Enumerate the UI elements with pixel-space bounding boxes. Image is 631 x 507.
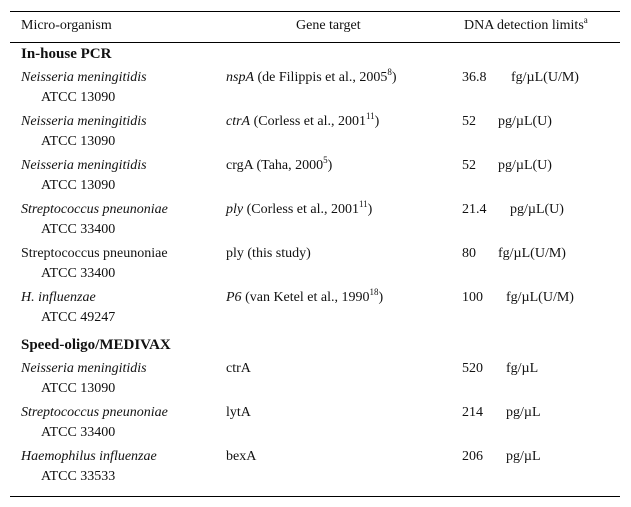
gene-ref: (Taha, 2000 (252, 158, 324, 173)
organism-name: Streptococcus pneunoniae (21, 202, 168, 217)
strain-id: ATCC 33400 (41, 266, 116, 281)
table-row (10, 199, 620, 246)
gene-target: bexA (226, 449, 257, 464)
gene-ref: (Corless et al., 2001 (243, 202, 359, 217)
gene-target: ctrA (226, 361, 251, 376)
table-row (10, 405, 620, 449)
header-gene-target: Gene target (296, 18, 361, 33)
gene-name: P6 (226, 290, 242, 305)
header-detection-limits-text: DNA detection limits (464, 18, 584, 33)
ref-number: 18 (369, 287, 379, 297)
gene-name: ply (226, 246, 244, 261)
gene-target (226, 246, 311, 262)
gene-ref: (de Filippis et al., 2005 (254, 70, 388, 85)
strain-id: ATCC 33400 (41, 425, 116, 440)
section-title-speed-oligo: Speed-oligo/MEDIVAX (21, 337, 171, 353)
gene-name: crgA (226, 158, 253, 173)
organism-name: H. influenzae (21, 290, 96, 305)
detection-value: 21.4 (462, 202, 487, 217)
detection-value: 100 (462, 290, 483, 305)
header-organism: Micro-organism (21, 18, 112, 33)
detection-value: 80 (462, 246, 476, 261)
table-row (10, 246, 620, 290)
detection-unit: fg/µL(U/M) (511, 70, 579, 85)
gene-target (226, 111, 380, 130)
gene-name: ctrA (226, 114, 251, 129)
organism-name: Streptococcus pneunoniae (21, 246, 168, 261)
header-footnote-marker: a (583, 15, 588, 25)
gene-target (226, 155, 333, 174)
table-header (10, 12, 620, 43)
detection-value: 52 (462, 158, 476, 173)
strain-id: ATCC 13090 (41, 381, 116, 396)
organism-name: Neisseria meningitidis (21, 70, 147, 85)
strain-id: ATCC 13090 (41, 178, 116, 193)
detection-value: 214 (462, 405, 483, 420)
ref-number: 11 (358, 199, 368, 209)
ref-close: ) (391, 70, 397, 85)
gene-ref: (this study) (243, 246, 311, 261)
ref-close: ) (327, 158, 333, 173)
ref-close: ) (367, 202, 373, 217)
gene-name: nspA (226, 70, 254, 85)
ref-number: 5 (323, 155, 328, 165)
detection-unit: pg/µL(U) (498, 114, 552, 129)
organism-name: Streptococcus pneunoniae (21, 405, 168, 420)
gene-target (226, 199, 373, 218)
detection-limits-table (10, 11, 620, 497)
detection-value: 206 (462, 449, 483, 464)
strain-id: ATCC 33533 (41, 469, 116, 484)
detection-unit: fg/µL (506, 361, 539, 376)
table-row (10, 287, 620, 334)
organism-name: Neisseria meningitidis (21, 361, 147, 376)
header-detection-limits (464, 15, 588, 34)
strain-id: ATCC 49247 (41, 310, 116, 325)
organism-name: Neisseria meningitidis (21, 158, 147, 173)
detection-unit: pg/µL(U) (498, 158, 552, 173)
gene-name: ply (226, 202, 244, 217)
table-row (10, 361, 620, 405)
ref-close: ) (378, 290, 384, 305)
strain-id: ATCC 33400 (41, 222, 116, 237)
detection-unit: fg/µL(U/M) (506, 290, 574, 305)
table-row (10, 111, 620, 158)
gene-target (226, 287, 384, 306)
ref-number: 11 (365, 111, 375, 121)
strain-id: ATCC 13090 (41, 134, 116, 149)
table-row (10, 67, 620, 114)
section-title-inhouse: In-house PCR (21, 46, 112, 62)
gene-target: lytA (226, 405, 251, 420)
detection-unit: fg/µL(U/M) (498, 246, 566, 261)
detection-unit: pg/µL (506, 405, 541, 420)
ref-close: ) (374, 114, 380, 129)
organism-name: Neisseria meningitidis (21, 114, 147, 129)
detection-value: 36.8 (462, 70, 487, 85)
table-row (10, 155, 620, 202)
strain-id: ATCC 13090 (41, 90, 116, 105)
gene-target (226, 67, 397, 86)
table-row (10, 449, 620, 493)
detection-unit: pg/µL (506, 449, 541, 464)
gene-ref: (Corless et al., 2001 (250, 114, 366, 129)
ref-number: 8 (387, 67, 392, 77)
organism-name: Haemophilus influenzae (21, 449, 157, 464)
detection-value: 520 (462, 361, 483, 376)
detection-unit: pg/µL(U) (510, 202, 564, 217)
gene-ref: (van Ketel et al., 1990 (241, 290, 370, 305)
detection-value: 52 (462, 114, 476, 129)
